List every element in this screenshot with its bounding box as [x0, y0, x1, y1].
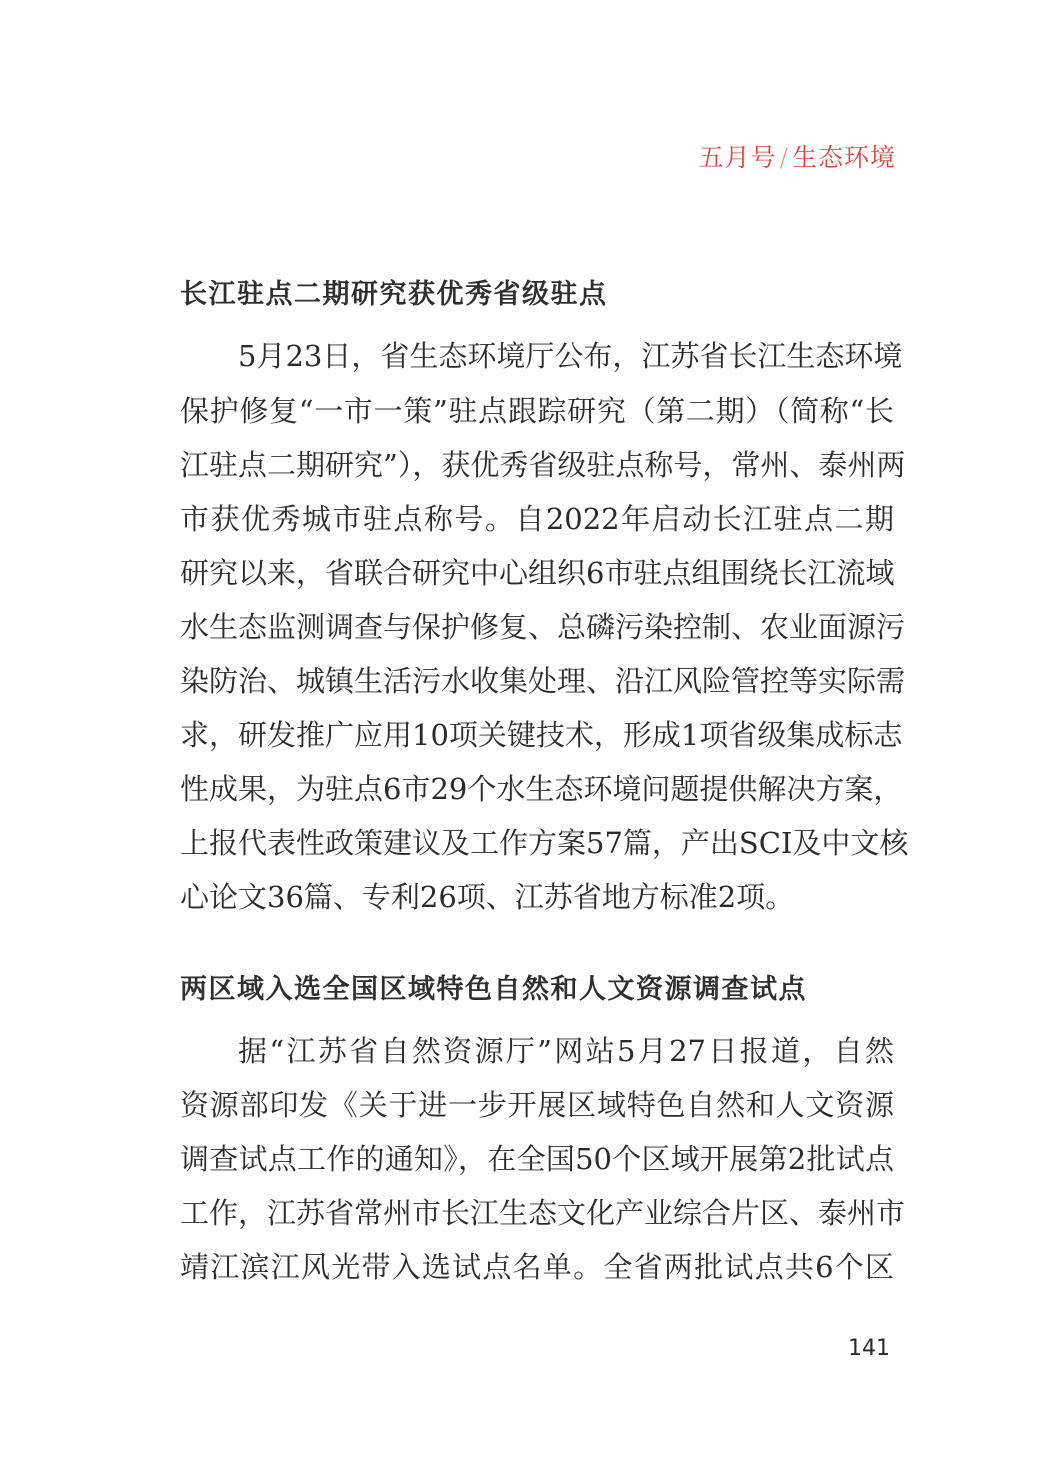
article-1-line: 市获优秀城市驻点称号。自2022年启动长江驻点二期	[180, 502, 894, 536]
article-1-line: 5月23日，省生态环境厅公布，江苏省长江生态环境	[238, 339, 903, 373]
issue-label: 五月号	[698, 143, 777, 172]
article-1-line: 研究以来，省联合研究中心组织6市驻点组围绕长江流域	[180, 556, 895, 590]
article-2-line: 调查试点工作的通知》，在全国50个区域开展第2批试点	[180, 1142, 894, 1176]
article-1-line: 心论文36篇、专利26项、江苏省地方标准2项。	[180, 880, 795, 914]
article-1-line: 江驻点二期研究”），获优秀省级驻点称号，常州、泰州两	[180, 448, 906, 482]
article-1-line: 求，研发推广应用10项关键技术，形成1项省级集成标志	[180, 718, 903, 752]
article-1-line: 上报代表性政策建议及工作方案57篇，产出SCI及中文核	[180, 826, 909, 860]
article-1-line: 保护修复“一市一策”驻点跟踪研究（第二期）（简称“长	[180, 394, 894, 428]
article-1-line: 水生态监测调查与保护修复、总磷污染控制、农业面源污	[180, 610, 906, 644]
article-1-line: 性成果，为驻点6市29个水生态环境问题提供解决方案，	[180, 772, 903, 806]
article-1-title: 长江驻点二期研究获优秀省级驻点	[180, 279, 608, 310]
page-number: 141	[848, 1336, 890, 1361]
running-header	[699, 138, 896, 174]
article-2-title: 两区域入选全国区域特色自然和人文资源调查试点	[180, 974, 807, 1005]
article-1-line: 染防治、城镇生活污水收集处理、沿江风险管控等实际需	[180, 664, 906, 698]
article-2-line: 靖江滨江风光带入选试点名单。全省两批试点共6个区	[180, 1250, 894, 1284]
article-2-line: 据“江苏省自然资源厅”网站5月27日报道，自然	[238, 1034, 894, 1068]
section-label: 生态环境	[791, 143, 896, 172]
header-separator: /	[779, 143, 789, 172]
article-2-line: 工作，江苏省常州市长江生态文化产业综合片区、泰州市	[180, 1196, 906, 1230]
article-2-line: 资源部印发《关于进一步开展区域特色自然和人文资源	[180, 1088, 894, 1122]
